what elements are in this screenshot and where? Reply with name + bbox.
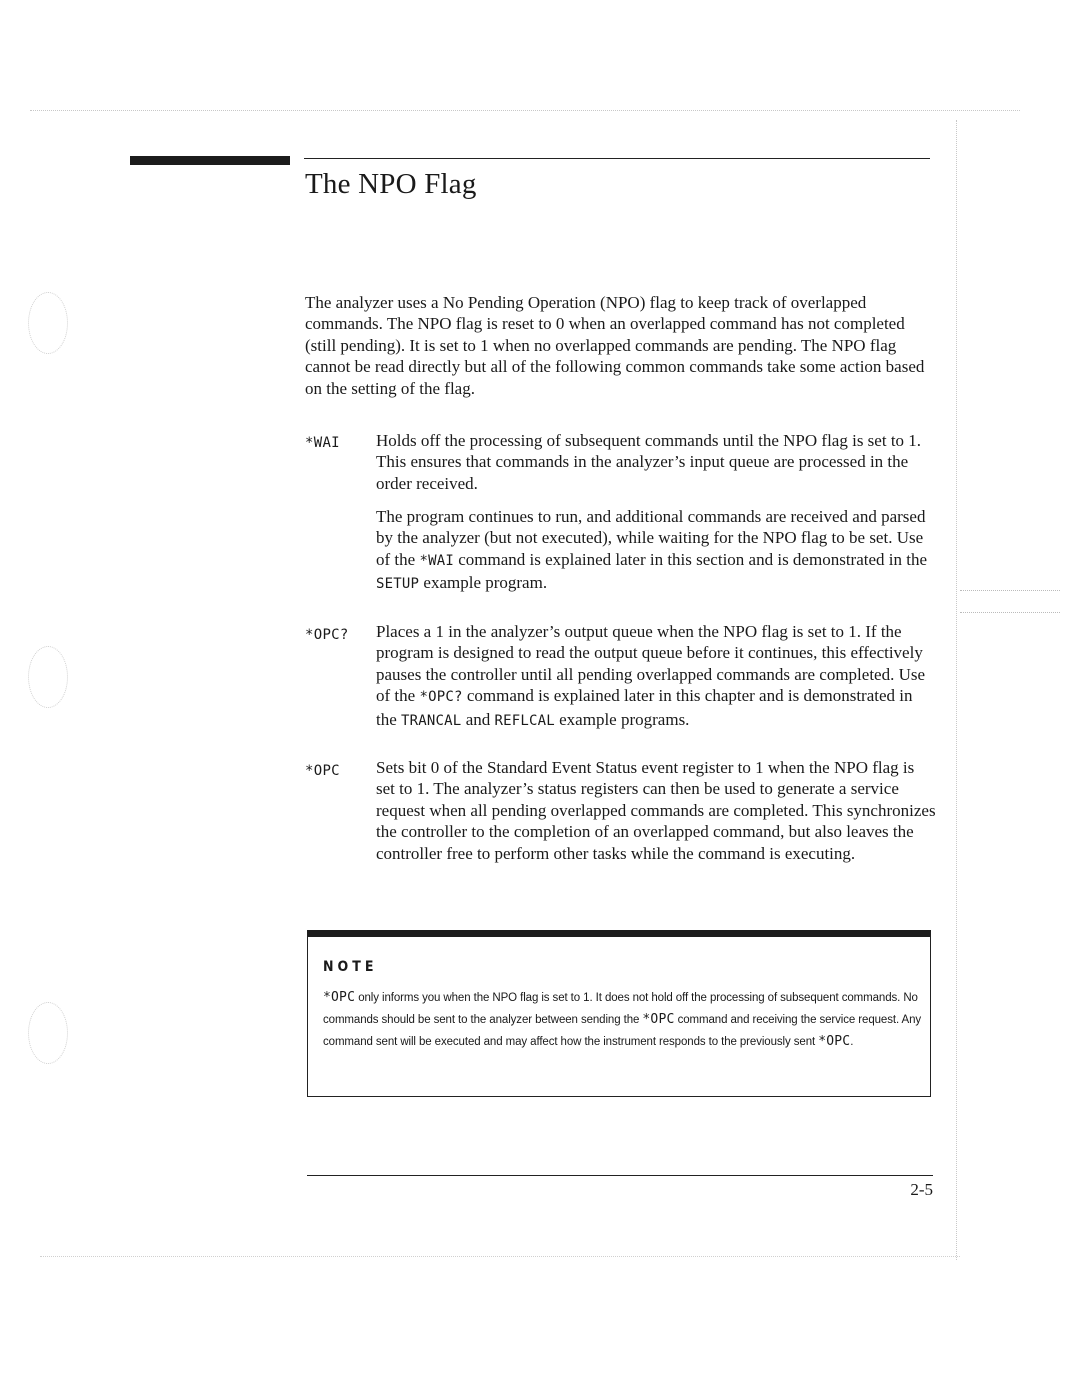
command-term-opc: *OPC [305, 763, 340, 779]
text: example programs. [554, 709, 690, 729]
note-label: NOTE [323, 959, 378, 975]
punch-hole [28, 1002, 68, 1064]
command-term-wai: *WAI [305, 435, 340, 451]
command-desc-opc-query [376, 621, 936, 732]
note-box [307, 930, 931, 1097]
note-body [323, 987, 923, 1053]
text: example program. [419, 573, 548, 593]
title-rule [304, 158, 930, 159]
code-opc-query: *OPC? [419, 689, 463, 706]
program-name-setup: SETUP [376, 576, 420, 593]
footer-rule [307, 1175, 933, 1176]
command-term-opc-query: *OPC? [305, 627, 349, 643]
text: only informs you when the NPO flag is set to 1. It does not hold off the processing of subsequent commands. No commands should be sent to the analyzer between sending the [323, 992, 918, 1026]
command-desc-wai-2 [376, 506, 936, 596]
page-title: The NPO Flag [305, 168, 477, 200]
punch-hole [28, 292, 68, 354]
command-desc-opc: Sets bit 0 of the Standard Event Status event register to 1 when the NPO flag is set to 1. The analyzer’s status registers can then be used to generate a service request when all pending overlapped commands are completed. This synchronizes the controller to the completion of an overlapped command, but also leaves the controller free to perform other tasks while the command is executing. [376, 758, 936, 863]
code-opc: *OPC [818, 1034, 851, 1049]
code-wai: *WAI [419, 552, 454, 569]
command-desc-wai: Holds off the processing of subsequent commands until the NPO flag is set to 1. This ensures that commands in the analyzer’s input queue are processed in the order received. [376, 431, 922, 493]
text: command is explained later in this section and is demonstrated in the [453, 549, 928, 569]
text: The program continues to run, and additional commands are received and parsed by the analyzer (but not executed), while waiting for the NPO flag to be set. Use of the [376, 507, 926, 569]
scan-edge-bottom [40, 1256, 960, 1257]
code-opc: *OPC [642, 1012, 675, 1027]
code-opc: *OPC [323, 990, 356, 1005]
punch-hole [28, 646, 68, 708]
intro-paragraph: The analyzer uses a No Pending Operation (NPO) flag to keep track of overlapped commands. The NPO flag is reset to 0 when an overlapped command has not completed (still pending). It is set to 1 when no overlapped commands are pending. The NPO flag cannot be read directly but all of the following common commands take some action based on the setting of the flag. [305, 293, 925, 398]
text: . [850, 1036, 854, 1048]
text: command is explained later in this chapter and is demonstrated in the [376, 686, 913, 729]
title-bar [130, 156, 290, 165]
text: Places a 1 in the analyzer’s output queue when the NPO flag is set to 1. If the program is designed to read the output queue before it continues, this effectively pauses the controller until all pending overlapped commands are completed. Use of the [376, 622, 926, 706]
page-number: 2-5 [910, 1180, 933, 1199]
text: and [461, 709, 495, 729]
scan-mark [960, 612, 1060, 613]
text: command and receiving the service request. Any command sent will be executed and may affect how the instrument responds to the previously sent [323, 1014, 922, 1048]
scan-mark [960, 590, 1060, 591]
program-name-trancal: TRANCAL [401, 712, 462, 729]
scan-edge-right [956, 120, 957, 1260]
scan-edge-top [30, 110, 1020, 111]
program-name-reflcal: REFLCAL [494, 712, 555, 729]
